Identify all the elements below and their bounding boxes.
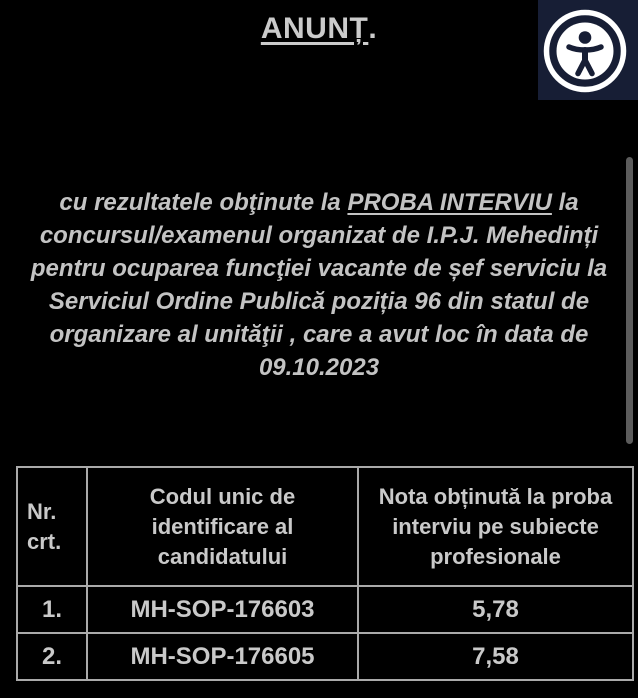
underlined-text: PROBA INTERVIU	[347, 189, 552, 216]
paragraph-line	[19, 351, 619, 384]
scrollbar-thumb[interactable]	[626, 157, 633, 444]
accessibility-icon	[538, 0, 638, 100]
text-segment: organizare al unităţii , care a avut loc în data de	[49, 321, 589, 348]
candidate-code-cell: MH-SOP-176605	[87, 633, 358, 680]
table-row	[17, 633, 633, 680]
score-cell: 7,58	[358, 633, 633, 680]
header-interview-score: Nota obținută la proba interviu pe subiecte profesionale	[358, 467, 633, 586]
paragraph-line	[19, 186, 619, 219]
announcement-paragraph	[19, 186, 619, 384]
header-nr-crt: Nr. crt.	[17, 467, 87, 586]
text-segment: Serviciul Ordine Publică poziția 96 din statul de	[48, 288, 590, 315]
page-title-suffix: .	[368, 12, 378, 45]
candidate-code-cell: MH-SOP-176603	[87, 586, 358, 633]
score-cell: 5,78	[358, 586, 633, 633]
text-segment: cu rezultatele obţinute la	[59, 189, 348, 216]
row-number-cell: 2.	[17, 633, 87, 680]
row-number-cell: 1.	[17, 586, 87, 633]
results-table-body	[17, 586, 633, 680]
paragraph-line	[19, 219, 619, 252]
page-title-text: ANUNȚ	[260, 12, 369, 45]
paragraph-line	[19, 318, 619, 351]
paragraph-line	[19, 252, 619, 285]
paragraph-line	[19, 285, 619, 318]
text-segment: concursul/examenul organizat de I.P.J. Mehedinți	[39, 222, 599, 249]
header-candidate-code: Codul unic de identificare al candidatului	[87, 467, 358, 586]
accessibility-widget-button[interactable]	[538, 0, 638, 100]
text-segment: pentru ocuparea funcţiei vacante de șef serviciu la	[30, 255, 608, 282]
table-row	[17, 586, 633, 633]
text-segment: la	[551, 189, 579, 216]
results-table	[16, 466, 634, 681]
text-segment: 09.10.2023	[258, 354, 380, 381]
table-header-row	[17, 467, 633, 586]
